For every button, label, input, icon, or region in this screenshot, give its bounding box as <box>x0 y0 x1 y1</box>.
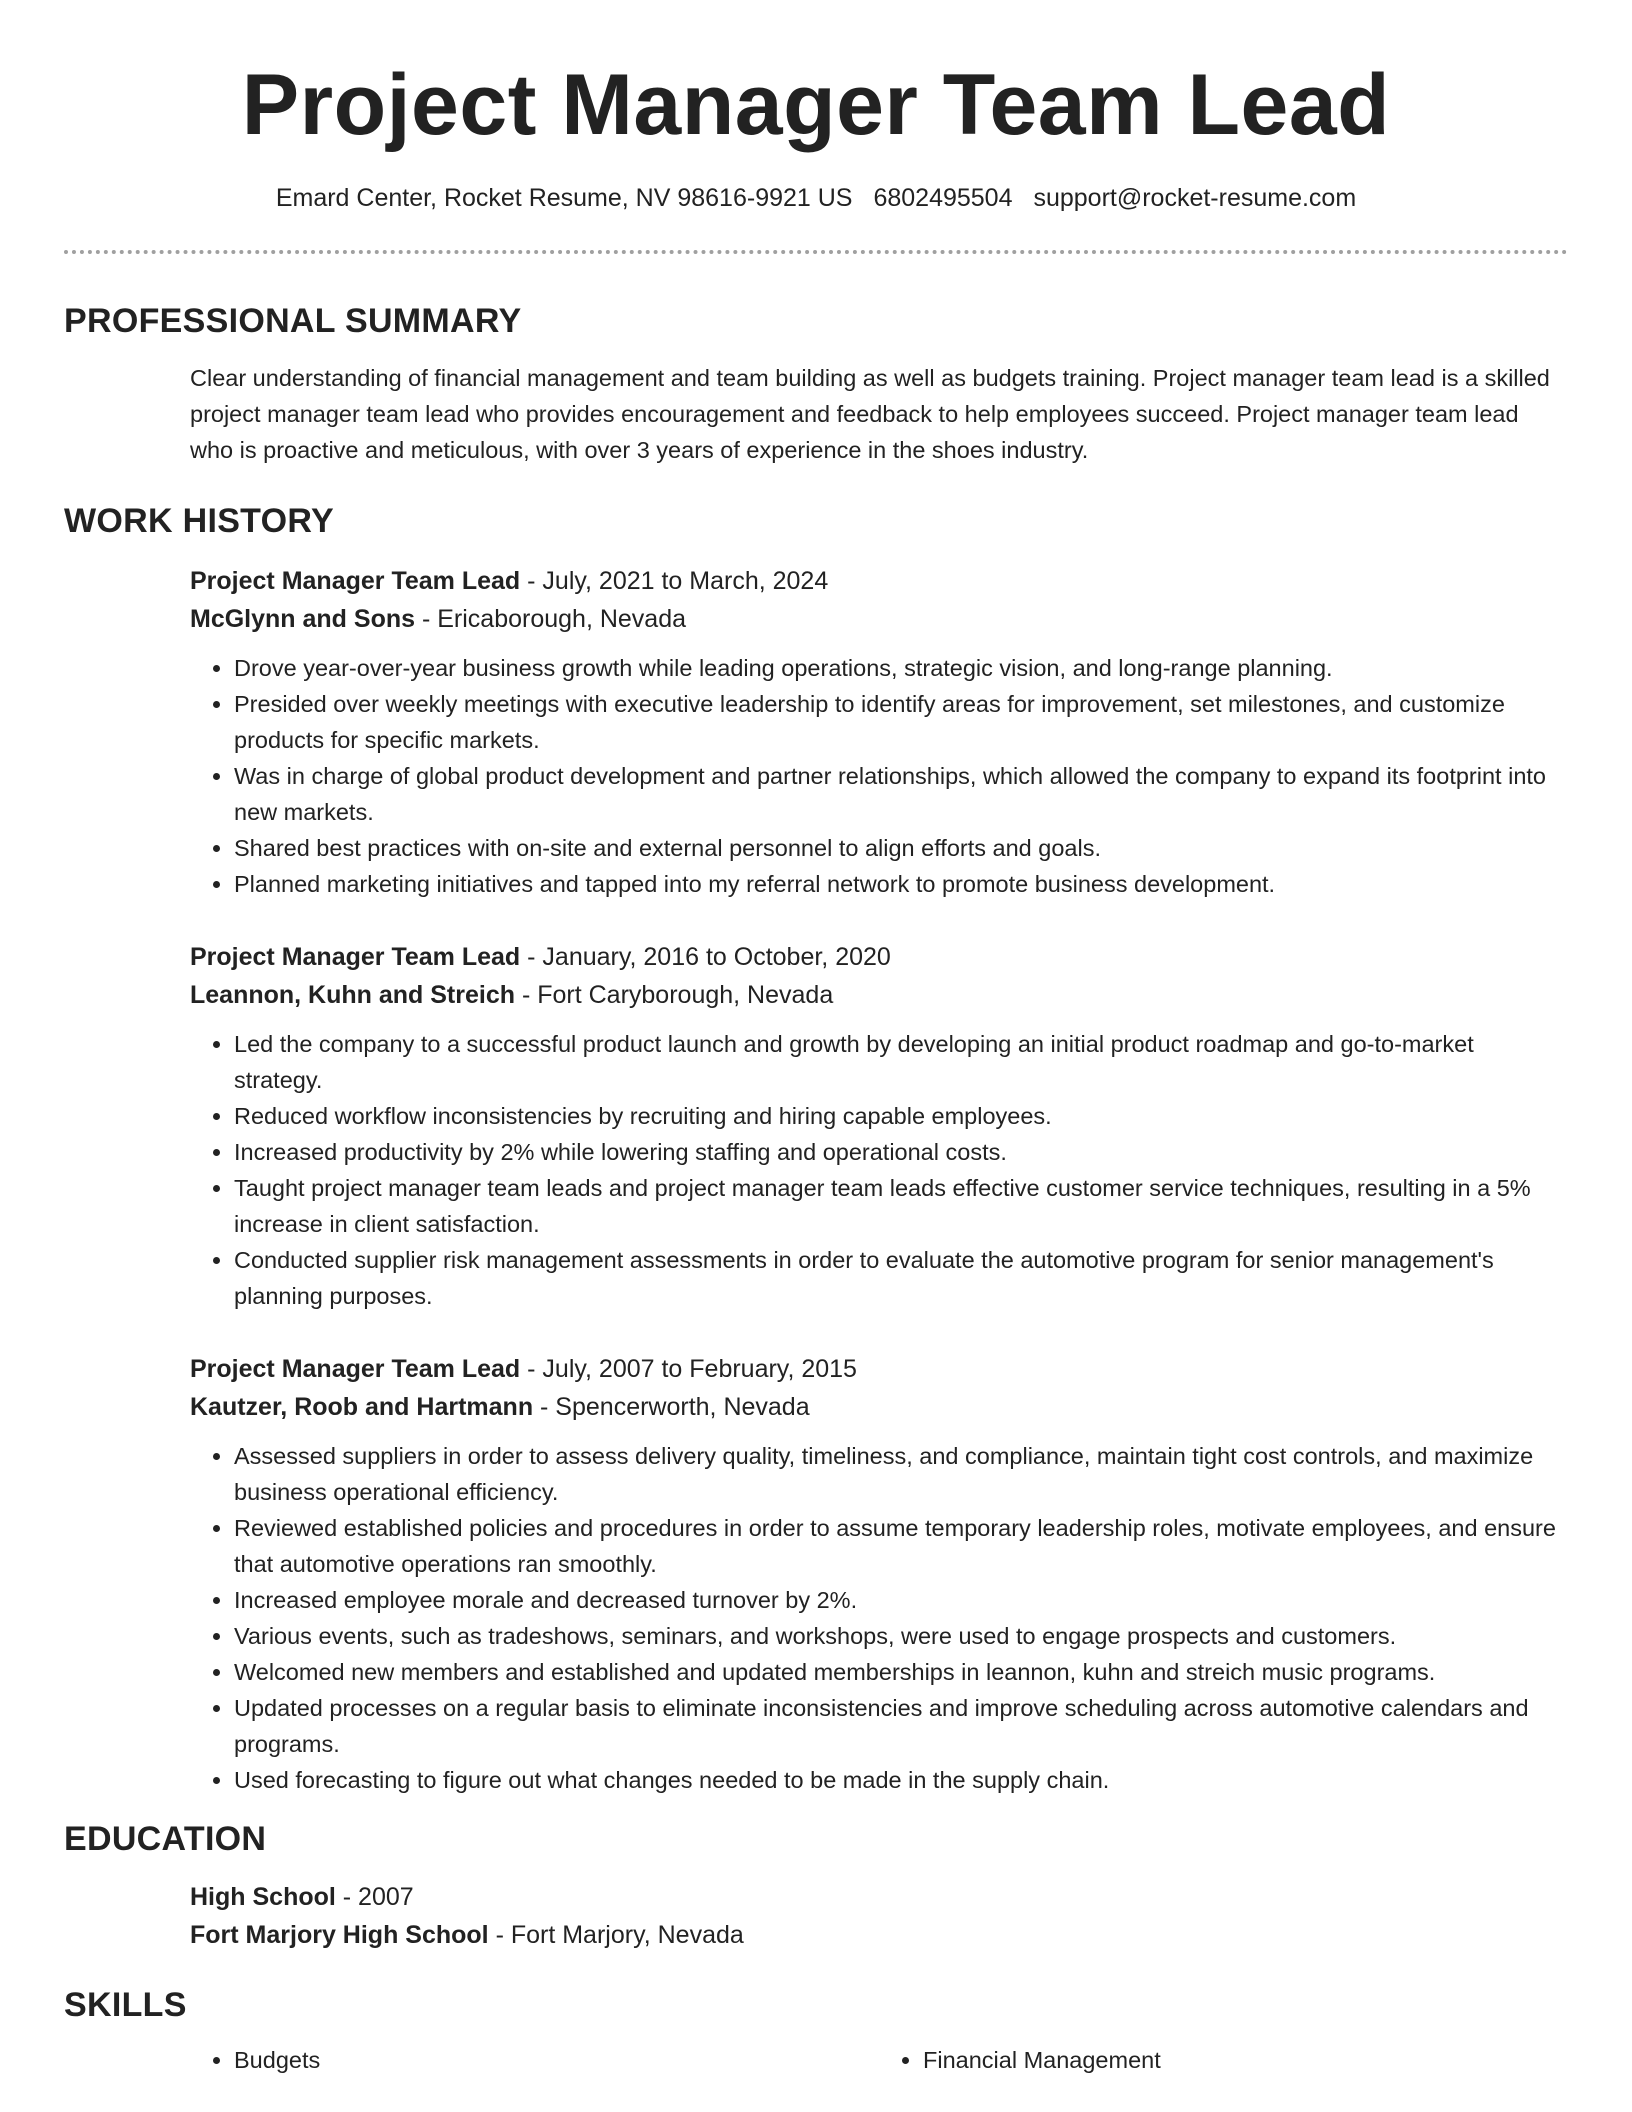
job-bullet: • Taught project manager team leads and project manager team leads effective customer service techniques, resulting in a 5% increase in client satisfaction. <box>234 1170 1568 1242</box>
job-title-line <box>190 562 1568 600</box>
job-company: Leannon, Kuhn and Streich <box>190 981 516 1009</box>
job-entry <box>190 938 1568 1314</box>
summary-text: Clear understanding of financial management and team building as well as budgets training. Project manager team lead is a skilled project manager team lead who provides encouragement and feedback to help employees succeed. Project manager team lead who is proactive and meticulous, with over 3 years of experience in the shoes industry. <box>190 365 1550 463</box>
job-entry <box>190 1350 1568 1798</box>
job-location: - Ericaborough, Nevada <box>415 605 687 633</box>
education-section <box>64 1814 1568 1954</box>
job-title: Project Manager Team Lead <box>190 1355 521 1383</box>
job-bullet: • Increased employee morale and decreased turnover by 2%. <box>234 1582 1568 1618</box>
skill-item: • Financial Management <box>923 2042 1568 2078</box>
contact-line <box>0 182 1632 214</box>
job-bullet: • Welcomed new members and established and updated memberships in leannon, kuhn and streich music programs. <box>234 1654 1568 1690</box>
job-bullet: • Conducted supplier risk management assessments in order to evaluate the automotive program for senior management's planning purposes. <box>234 1242 1568 1314</box>
education-year: - 2007 <box>335 1883 414 1911</box>
job-bullet: • Updated processes on a regular basis to eliminate inconsistencies and improve scheduling across automotive calendars and programs. <box>234 1690 1568 1762</box>
skills-heading: SKILLS <box>64 1986 187 2024</box>
education-entry <box>190 1878 1568 1954</box>
education-heading: EDUCATION <box>64 1820 267 1858</box>
job-company-line <box>190 976 1568 1014</box>
job-bullet: • Increased productivity by 2% while lowering staffing and operational costs. <box>234 1134 1568 1170</box>
summary-heading: PROFESSIONAL SUMMARY <box>64 302 522 340</box>
job-title: Project Manager Team Lead <box>190 567 521 595</box>
education-degree-line <box>190 1878 1568 1916</box>
contact-email: support@rocket-resume.com <box>1033 184 1357 212</box>
job-bullet: • Drove year-over-year business growth while leading operations, strategic vision, and long-range planning. <box>234 650 1568 686</box>
job-title: Project Manager Team Lead <box>190 943 521 971</box>
job-bullet: • Planned marketing initiatives and tapped into my referral network to promote business development. <box>234 866 1568 902</box>
education-school-line <box>190 1916 1568 1954</box>
job-bullet: • Was in charge of global product development and partner relationships, which allowed the company to expand its footprint into new markets. <box>234 758 1568 830</box>
skills-column-left <box>190 2042 879 2078</box>
job-bullets <box>190 650 1568 902</box>
skills-list <box>190 2042 1568 2078</box>
job-bullet: • Shared best practices with on-site and external personnel to align efforts and goals. <box>234 830 1568 866</box>
job-bullet: • Various events, such as tradeshows, seminars, and workshops, were used to engage prospects and customers. <box>234 1618 1568 1654</box>
education-degree: High School <box>190 1883 336 1911</box>
job-dates: - July, 2007 to February, 2015 <box>520 1355 857 1383</box>
resume-name: Project Manager Team Lead <box>241 57 1391 153</box>
job-title-line <box>190 1350 1568 1388</box>
job-company: McGlynn and Sons <box>190 605 416 633</box>
skill-item: • Budgets <box>234 2042 879 2078</box>
job-company-line <box>190 1388 1568 1426</box>
education-location: - Fort Marjory, Nevada <box>488 1921 744 1949</box>
header-divider <box>64 250 1568 254</box>
job-bullet: • Presided over weekly meetings with executive leadership to identify areas for improvement, set milestones, and customize products for specific markets. <box>234 686 1568 758</box>
contact-phone: 6802495504 <box>873 184 1013 212</box>
job-company: Kautzer, Roob and Hartmann <box>190 1393 534 1421</box>
resume-content <box>64 296 1568 2078</box>
job-dates: - January, 2016 to October, 2020 <box>520 943 891 971</box>
job-bullet: • Used forecasting to figure out what changes needed to be made in the supply chain. <box>234 1762 1568 1798</box>
work-history-heading: WORK HISTORY <box>64 502 334 540</box>
job-bullet: • Reviewed established policies and procedures in order to assume temporary leadership roles, motivate employees, and ensure that automotive operations ran smoothly. <box>234 1510 1568 1582</box>
skills-column-right <box>879 2042 1568 2078</box>
job-dates: - July, 2021 to March, 2024 <box>520 567 829 595</box>
job-bullet: • Reduced workflow inconsistencies by recruiting and hiring capable employees. <box>234 1098 1568 1134</box>
job-location: - Spencerworth, Nevada <box>533 1393 810 1421</box>
skills-section <box>64 1980 1568 2078</box>
job-bullet: • Led the company to a successful product launch and growth by developing an initial product roadmap and go-to-market strategy. <box>234 1026 1568 1098</box>
job-title-line <box>190 938 1568 976</box>
education-school: Fort Marjory High School <box>190 1921 489 1949</box>
contact-address: Emard Center, Rocket Resume, NV 98616-9921 US <box>275 184 853 212</box>
job-company-line <box>190 600 1568 638</box>
job-bullet: • Assessed suppliers in order to assess delivery quality, timeliness, and compliance, maintain tight cost controls, and maximize business operational efficiency. <box>234 1438 1568 1510</box>
job-entry <box>190 562 1568 902</box>
job-bullets <box>190 1026 1568 1314</box>
job-bullets <box>190 1438 1568 1798</box>
job-location: - Fort Caryborough, Nevada <box>515 981 834 1009</box>
